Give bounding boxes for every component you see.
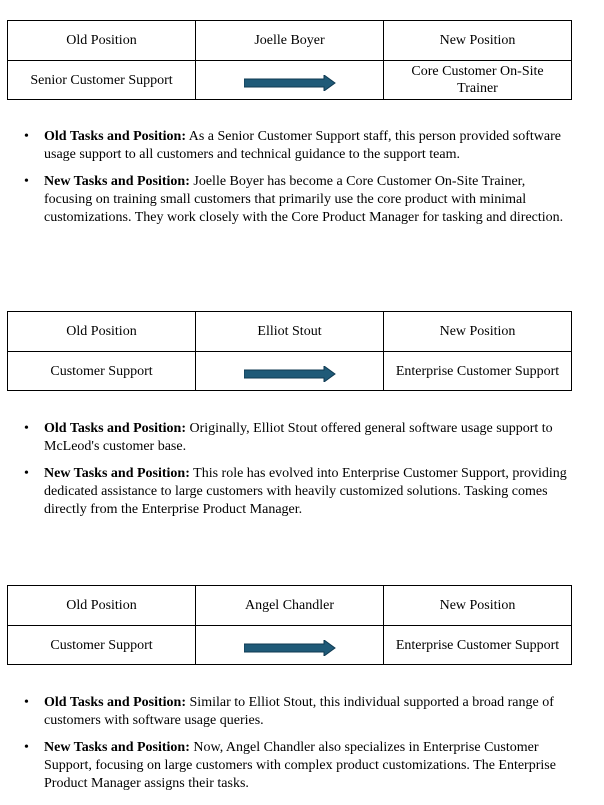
- arrow-cell: [196, 626, 384, 665]
- header-employee-name: Elliot Stout: [196, 312, 384, 352]
- list-item: [24, 694, 572, 730]
- arrow-cell: [196, 352, 384, 391]
- list-item: [24, 465, 572, 519]
- bullet-text: Originally, Elliot Stout offered general software usage support to McLeod's customer base.: [44, 421, 553, 454]
- bullet-dot: •: [24, 129, 29, 144]
- header-new-position: New Position: [384, 586, 572, 626]
- transition-table-section-3: [7, 585, 572, 665]
- bullet-text: As a Senior Customer Support staff, this person provided software usage support to all customers and technical guidance to the support team.: [44, 129, 561, 162]
- new-position-value: Enterprise Customer Support: [384, 352, 572, 391]
- header-new-position: New Position: [384, 312, 572, 352]
- bullet-text: Similar to Elliot Stout, this individual supported a broad range of customers with software usage queries.: [44, 695, 554, 728]
- old-position-value: Customer Support: [8, 626, 196, 665]
- right-arrow-icon: [244, 366, 336, 382]
- task-bullet-list-1: [24, 128, 572, 236]
- task-bullet-list-3: [24, 694, 572, 802]
- task-bullet-list-2: [24, 420, 572, 528]
- new-position-value: Enterprise Customer Support: [384, 626, 572, 665]
- bullet-label: New Tasks and Position:: [44, 174, 190, 189]
- bullet-label: Old Tasks and Position:: [44, 695, 187, 710]
- bullet-label: New Tasks and Position:: [44, 466, 190, 481]
- list-item: [24, 128, 572, 164]
- bullet-dot: •: [24, 174, 29, 189]
- bullet-text: This role has evolved into Enterprise Customer Support, providing dedicated assistance to large customers with heavily customized solutions. Tasking comes directly from the Enterprise Product Manager.: [44, 466, 567, 517]
- right-arrow-icon: [244, 640, 336, 656]
- old-position-value: Senior Customer Support: [8, 61, 196, 100]
- header-old-position: Old Position: [8, 312, 196, 352]
- right-arrow-icon: [244, 75, 336, 91]
- list-item: [24, 739, 572, 793]
- bullet-dot: •: [24, 466, 29, 481]
- bullet-dot: •: [24, 421, 29, 436]
- old-position-value: Customer Support: [8, 352, 196, 391]
- bullet-dot: •: [24, 695, 29, 710]
- bullet-label: New Tasks and Position:: [44, 740, 190, 755]
- position-table-2: [7, 311, 572, 391]
- position-table-3: [7, 585, 572, 665]
- header-employee-name: Angel Chandler: [196, 586, 384, 626]
- header-employee-name: Joelle Boyer: [196, 21, 384, 61]
- transition-table-section-1: [7, 20, 572, 100]
- new-position-value: Core Customer On-Site Trainer: [384, 61, 572, 100]
- header-old-position: Old Position: [8, 21, 196, 61]
- arrow-cell: [196, 61, 384, 100]
- bullet-dot: •: [24, 740, 29, 755]
- bullet-text: Now, Angel Chandler also specializes in Enterprise Customer Support, focusing on large customers with complex product customizations. The Enterprise Product Manager assigns their tasks.: [44, 740, 556, 791]
- list-item: [24, 420, 572, 456]
- bullet-label: Old Tasks and Position:: [44, 129, 187, 144]
- header-new-position: New Position: [384, 21, 572, 61]
- header-old-position: Old Position: [8, 586, 196, 626]
- bullet-label: Old Tasks and Position:: [44, 421, 187, 436]
- list-item: [24, 173, 572, 227]
- bullet-text: Joelle Boyer has become a Core Customer On-Site Trainer, focusing on training small customers that primarily use the core product with minimal customizations. They work closely with the Core Product Manager for tasking and direction.: [44, 174, 564, 225]
- position-table-1: [7, 20, 572, 100]
- transition-table-section-2: [7, 311, 572, 391]
